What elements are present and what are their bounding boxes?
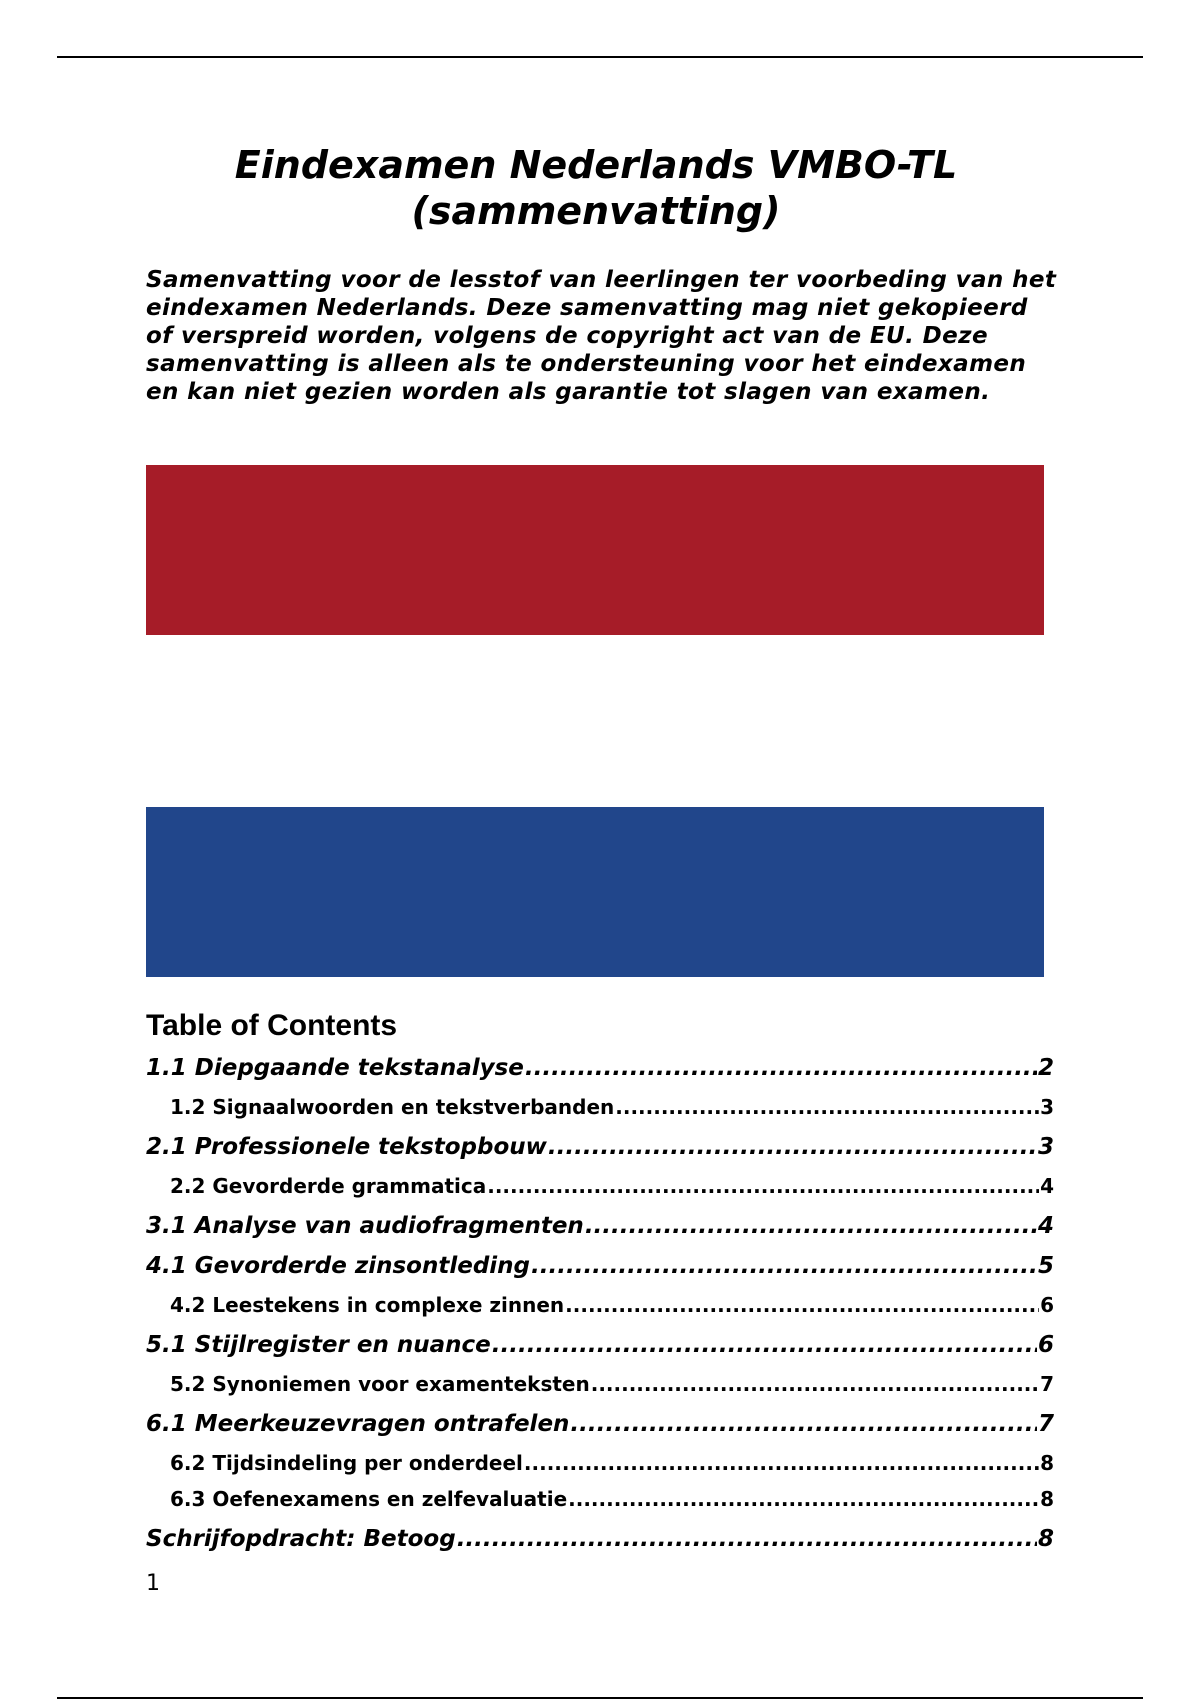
dutch-flag-image <box>146 465 1044 977</box>
flag-stripe-white <box>146 635 1044 807</box>
toc-entry[interactable] <box>170 1450 1054 1476</box>
toc-entry-label: 2.2 Gevorderde grammatica <box>170 1174 487 1198</box>
toc-entry-label: 4.2 Leestekens in complexe zinnen <box>170 1293 565 1317</box>
toc-leader-dots <box>457 1524 1037 1554</box>
toc-entry[interactable] <box>170 1173 1054 1199</box>
toc-entry-page: 7 <box>1040 1372 1054 1396</box>
toc-entry-page: 6 <box>1037 1332 1054 1358</box>
toc-entry[interactable] <box>146 1409 1054 1439</box>
toc-entry-label: Schrijfopdracht: Betoog <box>146 1526 456 1552</box>
toc-entry-page: 4 <box>1037 1213 1054 1239</box>
toc-entry-label: 1.1 Diepgaande tekstanalyse <box>146 1055 524 1081</box>
toc-entry-page: 7 <box>1037 1411 1054 1437</box>
flag-stripe-blue <box>146 807 1044 977</box>
toc-leader-dots <box>525 1053 1037 1083</box>
toc-entry-page: 3 <box>1037 1134 1054 1160</box>
toc-leader-dots <box>565 1292 1039 1318</box>
toc-leader-dots <box>615 1094 1039 1120</box>
toc-entry[interactable] <box>146 1330 1054 1360</box>
toc-entry-label: 1.2 Signaalwoorden en tekstverbanden <box>170 1095 615 1119</box>
toc-leader-dots <box>585 1211 1037 1241</box>
toc-leader-dots <box>548 1132 1037 1162</box>
toc-entry[interactable] <box>146 1251 1054 1281</box>
toc-entry-page: 4 <box>1040 1174 1054 1198</box>
toc-entry-label: 2.1 Professionele tekstopbouw <box>146 1134 547 1160</box>
toc-leader-dots <box>531 1251 1037 1281</box>
toc-entry-label: 5.1 Stijlregister en nuance <box>146 1332 491 1358</box>
toc-entry-page: 8 <box>1040 1451 1054 1475</box>
toc-entry[interactable] <box>170 1292 1054 1318</box>
toc-entry-label: 4.1 Gevorderde zinsontleding <box>146 1253 531 1279</box>
toc-entry[interactable] <box>146 1132 1054 1162</box>
toc-entry-page: 2 <box>1037 1055 1054 1081</box>
toc-leader-dots <box>570 1409 1037 1439</box>
document-intro: Samenvatting voor de lesstof van leerlingen ter voorbeding van het eindexamen Nederlands. Deze samenvatting mag niet gekopieerd of verspreid worden, volgens de copyright act van de EU. Deze samenvatting is alleen als te ondersteuning voor het eindexamen en kan niet gezien worden als garantie tot slagen van examen. <box>146 267 1057 405</box>
toc-leader-dots <box>591 1371 1039 1397</box>
document-title: Eindexamen Nederlands VMBO-TL (sammenvatting) <box>234 143 958 233</box>
toc-entry[interactable] <box>146 1524 1054 1554</box>
toc-entry-page: 3 <box>1040 1095 1054 1119</box>
toc-leader-dots <box>524 1450 1039 1476</box>
toc-entry-page: 8 <box>1040 1487 1054 1511</box>
toc-entry-label: 6.2 Tijdsindeling per onderdeel <box>170 1451 523 1475</box>
toc-entry[interactable] <box>146 1211 1054 1241</box>
toc-entry-label: 6.3 Oefenexamens en zelfevaluatie <box>170 1487 568 1511</box>
toc-leader-dots <box>568 1486 1039 1512</box>
toc-entry-label: 3.1 Analyse van audiofragmenten <box>146 1213 584 1239</box>
page-number: 1 <box>146 1571 160 1596</box>
toc-heading: Table of Contents <box>146 1009 398 1042</box>
toc-entry[interactable] <box>170 1371 1054 1397</box>
toc-entry-page: 8 <box>1037 1526 1054 1552</box>
toc-entry[interactable] <box>170 1094 1054 1120</box>
footer-rule <box>57 1697 1143 1699</box>
toc-entry-page: 5 <box>1037 1253 1054 1279</box>
toc-entry[interactable] <box>170 1486 1054 1512</box>
toc-entry-page: 6 <box>1040 1293 1054 1317</box>
toc-leader-dots <box>492 1330 1037 1360</box>
flag-stripe-red <box>146 465 1044 635</box>
header-rule <box>57 56 1143 58</box>
toc-leader-dots <box>487 1173 1039 1199</box>
toc-entry[interactable] <box>146 1053 1054 1083</box>
toc-entry-label: 5.2 Synoniemen voor examenteksten <box>170 1372 590 1396</box>
toc-entry-label: 6.1 Meerkeuzevragen ontrafelen <box>146 1411 570 1437</box>
